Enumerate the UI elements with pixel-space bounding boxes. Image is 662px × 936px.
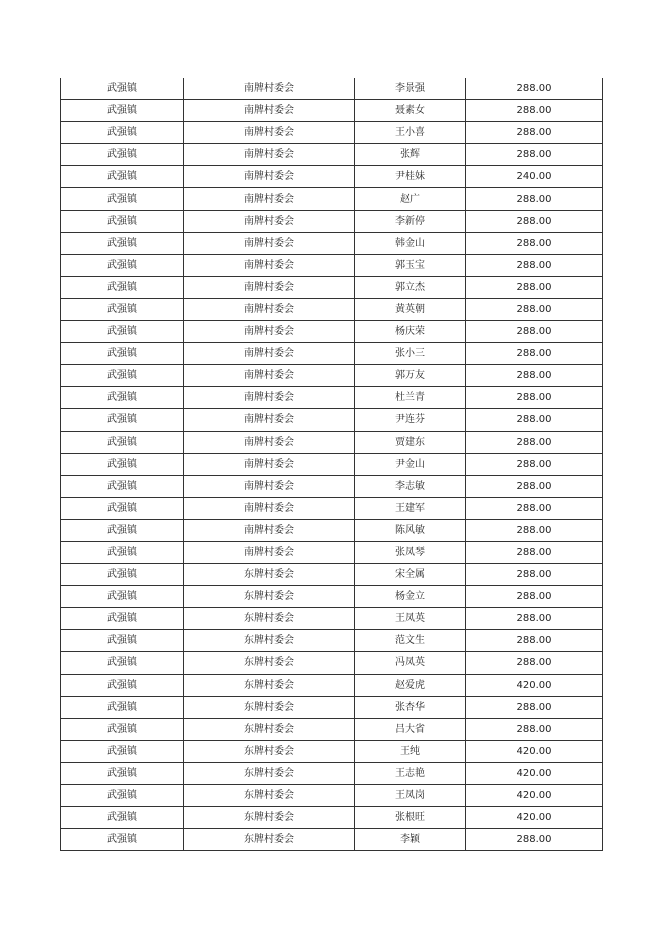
- committee-cell: 南牌村委会: [184, 497, 355, 519]
- town-cell: 武强镇: [61, 453, 184, 475]
- town-cell: 武强镇: [61, 718, 184, 740]
- table-row: [61, 254, 603, 276]
- person-name-cell: 郭玉宝: [355, 254, 466, 276]
- committee-cell: 南牌村委会: [184, 188, 355, 210]
- town-cell: 武强镇: [61, 652, 184, 674]
- committee-cell: 南牌村委会: [184, 232, 355, 254]
- committee-cell: 东牌村委会: [184, 586, 355, 608]
- table-row: [61, 497, 603, 519]
- town-cell: 武强镇: [61, 762, 184, 784]
- person-name-cell: 冯凤英: [355, 652, 466, 674]
- table-row: [61, 144, 603, 166]
- town-cell: 武强镇: [61, 475, 184, 497]
- table-row: [61, 608, 603, 630]
- person-name-cell: 韩金山: [355, 232, 466, 254]
- table-row: [61, 718, 603, 740]
- person-name-cell: 王志艳: [355, 762, 466, 784]
- table-row: [61, 188, 603, 210]
- committee-cell: 南牌村委会: [184, 210, 355, 232]
- person-name-cell: 吕大省: [355, 718, 466, 740]
- person-name-cell: 杜兰青: [355, 387, 466, 409]
- amount-cell: 288.00: [466, 254, 603, 276]
- town-cell: 武强镇: [61, 100, 184, 122]
- table-row: [61, 674, 603, 696]
- town-cell: 武强镇: [61, 365, 184, 387]
- amount-cell: 288.00: [466, 630, 603, 652]
- amount-cell: 288.00: [466, 608, 603, 630]
- town-cell: 武强镇: [61, 785, 184, 807]
- person-name-cell: 李新停: [355, 210, 466, 232]
- table-row: [61, 829, 603, 851]
- town-cell: 武强镇: [61, 564, 184, 586]
- amount-cell: 288.00: [466, 78, 603, 100]
- committee-cell: 东牌村委会: [184, 718, 355, 740]
- town-cell: 武强镇: [61, 807, 184, 829]
- person-name-cell: 张根旺: [355, 807, 466, 829]
- committee-cell: 南牌村委会: [184, 144, 355, 166]
- town-cell: 武强镇: [61, 232, 184, 254]
- person-name-cell: 尹连芬: [355, 409, 466, 431]
- amount-cell: 288.00: [466, 122, 603, 144]
- town-cell: 武强镇: [61, 276, 184, 298]
- person-name-cell: 尹桂妹: [355, 166, 466, 188]
- person-name-cell: 聂素女: [355, 100, 466, 122]
- committee-cell: 东牌村委会: [184, 829, 355, 851]
- town-cell: 武强镇: [61, 519, 184, 541]
- person-name-cell: 尹金山: [355, 453, 466, 475]
- amount-cell: 288.00: [466, 541, 603, 563]
- amount-cell: 288.00: [466, 718, 603, 740]
- table-row: [61, 166, 603, 188]
- table-row: [61, 785, 603, 807]
- table-row: [61, 298, 603, 320]
- committee-cell: 南牌村委会: [184, 519, 355, 541]
- table-row: [61, 387, 603, 409]
- table-row: [61, 630, 603, 652]
- committee-cell: 东牌村委会: [184, 762, 355, 784]
- table-row: [61, 740, 603, 762]
- person-name-cell: 赵爱虎: [355, 674, 466, 696]
- committee-cell: 南牌村委会: [184, 387, 355, 409]
- table-row: [61, 100, 603, 122]
- person-name-cell: 郭万友: [355, 365, 466, 387]
- committee-cell: 东牌村委会: [184, 740, 355, 762]
- person-name-cell: 陈风敏: [355, 519, 466, 541]
- town-cell: 武强镇: [61, 608, 184, 630]
- committee-cell: 南牌村委会: [184, 321, 355, 343]
- committee-cell: 南牌村委会: [184, 100, 355, 122]
- town-cell: 武强镇: [61, 409, 184, 431]
- table-row: [61, 321, 603, 343]
- amount-cell: 288.00: [466, 210, 603, 232]
- committee-cell: 东牌村委会: [184, 696, 355, 718]
- table-row: [61, 762, 603, 784]
- town-cell: 武强镇: [61, 144, 184, 166]
- table-row: [61, 652, 603, 674]
- person-name-cell: 王凤岗: [355, 785, 466, 807]
- committee-cell: 南牌村委会: [184, 431, 355, 453]
- person-name-cell: 杨金立: [355, 586, 466, 608]
- committee-cell: 南牌村委会: [184, 343, 355, 365]
- amount-cell: 288.00: [466, 519, 603, 541]
- committee-cell: 东牌村委会: [184, 630, 355, 652]
- town-cell: 武强镇: [61, 298, 184, 320]
- committee-cell: 东牌村委会: [184, 674, 355, 696]
- amount-cell: 288.00: [466, 497, 603, 519]
- table-row: [61, 564, 603, 586]
- committee-cell: 南牌村委会: [184, 298, 355, 320]
- table-row: [61, 122, 603, 144]
- town-cell: 武强镇: [61, 166, 184, 188]
- town-cell: 武强镇: [61, 541, 184, 563]
- town-cell: 武强镇: [61, 343, 184, 365]
- town-cell: 武强镇: [61, 829, 184, 851]
- person-name-cell: 范文生: [355, 630, 466, 652]
- town-cell: 武强镇: [61, 586, 184, 608]
- amount-cell: 288.00: [466, 453, 603, 475]
- table-row: [61, 519, 603, 541]
- town-cell: 武强镇: [61, 674, 184, 696]
- town-cell: 武强镇: [61, 630, 184, 652]
- person-name-cell: 杨庆荣: [355, 321, 466, 343]
- committee-cell: 南牌村委会: [184, 475, 355, 497]
- amount-cell: 420.00: [466, 807, 603, 829]
- committee-cell: 东牌村委会: [184, 652, 355, 674]
- person-name-cell: 郭立杰: [355, 276, 466, 298]
- amount-cell: 288.00: [466, 829, 603, 851]
- committee-cell: 南牌村委会: [184, 453, 355, 475]
- town-cell: 武强镇: [61, 740, 184, 762]
- person-name-cell: 王建军: [355, 497, 466, 519]
- person-name-cell: 张辉: [355, 144, 466, 166]
- table-row: [61, 541, 603, 563]
- amount-cell: 288.00: [466, 276, 603, 298]
- town-cell: 武强镇: [61, 387, 184, 409]
- table-row: [61, 365, 603, 387]
- amount-cell: 288.00: [466, 409, 603, 431]
- amount-cell: 420.00: [466, 785, 603, 807]
- committee-cell: 东牌村委会: [184, 608, 355, 630]
- table-row: [61, 696, 603, 718]
- person-name-cell: 李景强: [355, 78, 466, 100]
- person-name-cell: 王凤英: [355, 608, 466, 630]
- person-name-cell: 黄英朝: [355, 298, 466, 320]
- amount-cell: 288.00: [466, 564, 603, 586]
- amount-cell: 288.00: [466, 652, 603, 674]
- amount-cell: 288.00: [466, 144, 603, 166]
- town-cell: 武强镇: [61, 321, 184, 343]
- table-row: [61, 78, 603, 100]
- person-name-cell: 赵广: [355, 188, 466, 210]
- table-row: [61, 807, 603, 829]
- table-body: [61, 78, 603, 851]
- table-row: [61, 453, 603, 475]
- amount-cell: 288.00: [466, 321, 603, 343]
- table-row: [61, 431, 603, 453]
- amount-cell: 288.00: [466, 365, 603, 387]
- person-name-cell: 张小三: [355, 343, 466, 365]
- amount-cell: 288.00: [466, 298, 603, 320]
- amount-cell: 288.00: [466, 188, 603, 210]
- table-row: [61, 409, 603, 431]
- committee-cell: 南牌村委会: [184, 122, 355, 144]
- amount-cell: 288.00: [466, 586, 603, 608]
- committee-cell: 南牌村委会: [184, 166, 355, 188]
- person-name-cell: 王小喜: [355, 122, 466, 144]
- amount-cell: 420.00: [466, 740, 603, 762]
- town-cell: 武强镇: [61, 210, 184, 232]
- amount-cell: 288.00: [466, 475, 603, 497]
- committee-cell: 南牌村委会: [184, 78, 355, 100]
- town-cell: 武强镇: [61, 431, 184, 453]
- person-name-cell: 贾建东: [355, 431, 466, 453]
- town-cell: 武强镇: [61, 497, 184, 519]
- amount-cell: 288.00: [466, 232, 603, 254]
- table-row: [61, 475, 603, 497]
- committee-cell: 南牌村委会: [184, 254, 355, 276]
- person-name-cell: 张杏华: [355, 696, 466, 718]
- amount-cell: 420.00: [466, 762, 603, 784]
- table-row: [61, 276, 603, 298]
- amount-cell: 288.00: [466, 343, 603, 365]
- amount-cell: 288.00: [466, 696, 603, 718]
- committee-cell: 南牌村委会: [184, 276, 355, 298]
- subsidy-table: [60, 78, 603, 851]
- committee-cell: 东牌村委会: [184, 564, 355, 586]
- person-name-cell: 宋全属: [355, 564, 466, 586]
- committee-cell: 南牌村委会: [184, 409, 355, 431]
- person-name-cell: 王纯: [355, 740, 466, 762]
- committee-cell: 南牌村委会: [184, 365, 355, 387]
- person-name-cell: 李颖: [355, 829, 466, 851]
- table-row: [61, 586, 603, 608]
- town-cell: 武强镇: [61, 122, 184, 144]
- table-row: [61, 343, 603, 365]
- amount-cell: 240.00: [466, 166, 603, 188]
- town-cell: 武强镇: [61, 254, 184, 276]
- amount-cell: 288.00: [466, 431, 603, 453]
- amount-cell: 288.00: [466, 387, 603, 409]
- amount-cell: 288.00: [466, 100, 603, 122]
- table-row: [61, 232, 603, 254]
- town-cell: 武强镇: [61, 696, 184, 718]
- committee-cell: 东牌村委会: [184, 807, 355, 829]
- person-name-cell: 张凤琴: [355, 541, 466, 563]
- committee-cell: 南牌村委会: [184, 541, 355, 563]
- person-name-cell: 李志敏: [355, 475, 466, 497]
- table-row: [61, 210, 603, 232]
- town-cell: 武强镇: [61, 188, 184, 210]
- committee-cell: 东牌村委会: [184, 785, 355, 807]
- amount-cell: 420.00: [466, 674, 603, 696]
- town-cell: 武强镇: [61, 78, 184, 100]
